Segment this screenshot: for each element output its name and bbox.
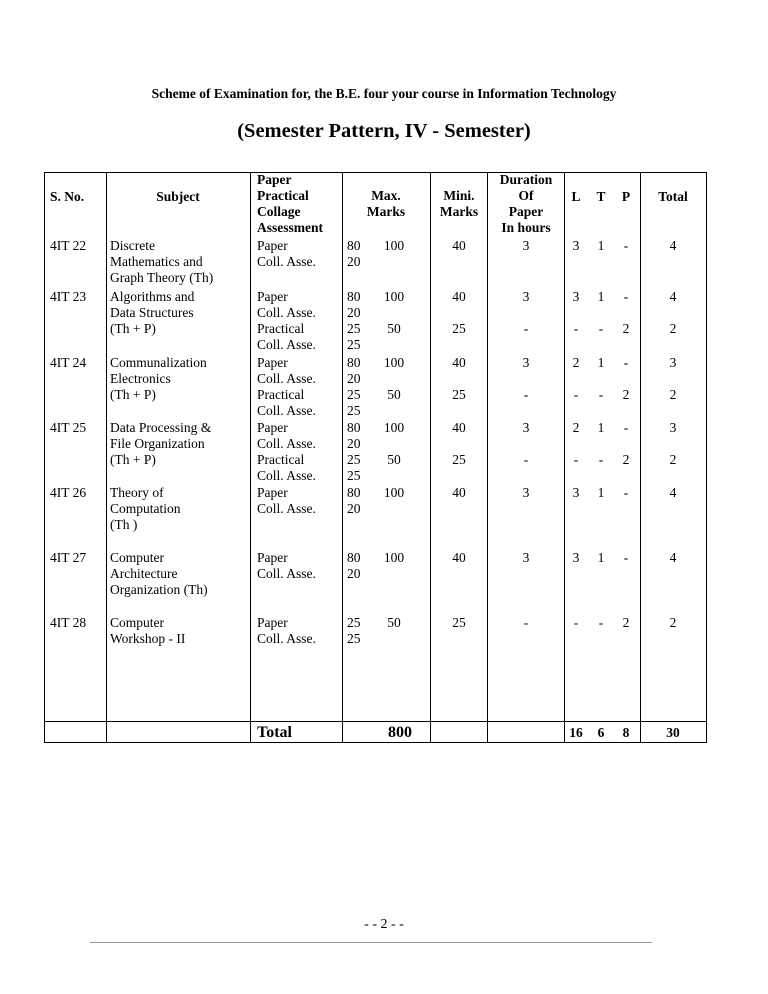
row-paper: Paper Coll. Asse. Practical Coll. Asse. <box>257 289 316 352</box>
row-p: 2 <box>622 321 630 336</box>
row-sno: 4IT 23 <box>50 289 87 304</box>
table-col-rule <box>342 172 343 743</box>
row-total: 2 <box>669 321 677 336</box>
row-p: 2 <box>622 615 630 630</box>
row-subject: Computer Workshop - II <box>110 615 186 646</box>
row-total: 2 <box>669 615 677 630</box>
table-col-rule <box>564 172 565 743</box>
header-total: Total <box>658 189 688 204</box>
row-p: - <box>623 355 629 370</box>
row-p: - <box>623 420 629 435</box>
row-total: 4 <box>669 550 677 565</box>
row-max-marks: 100 <box>383 289 405 304</box>
row-l: - <box>573 387 579 402</box>
row-p: - <box>623 238 629 253</box>
row-l: - <box>573 321 579 336</box>
row-t: 1 <box>597 485 605 500</box>
table-col-rule <box>106 172 107 743</box>
header-t: T <box>596 189 606 204</box>
row-sno: 4IT 25 <box>50 420 87 435</box>
row-max-marks: 100 <box>383 420 405 435</box>
row-mini-marks: 40 <box>452 485 466 500</box>
table-col-rule <box>430 172 431 743</box>
row-sno: 4IT 24 <box>50 355 87 370</box>
row-duration: 3 <box>522 550 530 565</box>
row-subject: Data Processing & File Organization (Th + P) <box>110 420 212 467</box>
row-max-marks: 100 <box>383 485 405 500</box>
total-t: 6 <box>597 725 605 740</box>
header-sno: S. No. <box>50 189 85 204</box>
table-col-rule <box>487 172 488 743</box>
header-duration: Duration Of Paper In hours <box>499 172 553 235</box>
row-max-marks: 50 <box>387 615 401 630</box>
row-t: 1 <box>597 355 605 370</box>
row-total: 4 <box>669 485 677 500</box>
row-paper: Paper Coll. Asse. Practical Coll. Asse. <box>257 420 316 483</box>
row-t: - <box>598 615 604 630</box>
row-duration: - <box>523 387 529 402</box>
row-subject: Algorithms and Data Structures (Th + P) <box>110 289 195 336</box>
row-p: 2 <box>622 452 630 467</box>
row-l: 3 <box>572 238 580 253</box>
row-paper: Paper Coll. Asse. Practical Coll. Asse. <box>257 355 316 418</box>
row-mini-marks: 40 <box>452 355 466 370</box>
row-l: 3 <box>572 289 580 304</box>
row-marks-split: 80 20 25 25 <box>347 289 361 352</box>
row-mini-marks: 25 <box>452 387 466 402</box>
row-total: 2 <box>669 387 677 402</box>
row-marks-split: 80 20 25 25 <box>347 355 361 418</box>
header-paper: Paper Practical Collage Assessment <box>257 172 323 235</box>
row-mini-marks: 25 <box>452 615 466 630</box>
row-subject: Theory of Computation (Th ) <box>110 485 181 532</box>
row-paper: Paper Coll. Asse. <box>257 550 316 581</box>
row-total: 3 <box>669 355 677 370</box>
row-marks-split: 80 20 <box>347 238 361 269</box>
row-subject: Communalization Electronics (Th + P) <box>110 355 207 402</box>
page-number: - - 2 - - <box>364 917 404 932</box>
row-paper: Paper Coll. Asse. <box>257 238 316 269</box>
row-t: - <box>598 321 604 336</box>
total-max-marks: 800 <box>388 724 412 741</box>
row-paper: Paper Coll. Asse. <box>257 485 316 516</box>
total-l: 16 <box>569 725 583 740</box>
row-max-marks: 100 <box>383 355 405 370</box>
row-p: - <box>623 485 629 500</box>
row-mini-marks: 40 <box>452 420 466 435</box>
row-p: - <box>623 289 629 304</box>
row-marks-split: 25 25 <box>347 615 361 646</box>
row-mini-marks: 25 <box>452 321 466 336</box>
row-paper: Paper Coll. Asse. <box>257 615 316 646</box>
row-t: - <box>598 387 604 402</box>
row-sno: 4IT 26 <box>50 485 87 500</box>
exam-scheme-table <box>44 172 707 743</box>
row-total: 2 <box>669 452 677 467</box>
row-l: - <box>573 615 579 630</box>
row-t: 1 <box>597 238 605 253</box>
row-total: 3 <box>669 420 677 435</box>
row-duration: - <box>523 615 529 630</box>
table-col-rule <box>640 172 641 743</box>
row-duration: - <box>523 452 529 467</box>
header-p: P <box>621 189 631 204</box>
row-sno: 4IT 22 <box>50 238 87 253</box>
header-max-marks: Max. Marks <box>366 188 406 219</box>
row-mini-marks: 40 <box>452 238 466 253</box>
total-p: 8 <box>622 725 630 740</box>
total-label: Total <box>257 724 292 741</box>
row-duration: 3 <box>522 289 530 304</box>
row-total: 4 <box>669 238 677 253</box>
row-p: - <box>623 550 629 565</box>
row-max-marks: 50 <box>387 387 401 402</box>
row-duration: - <box>523 321 529 336</box>
row-marks-split: 80 20 <box>347 550 361 581</box>
row-marks-split: 80 20 25 25 <box>347 420 361 483</box>
table-col-rule <box>250 172 251 743</box>
row-l: 3 <box>572 485 580 500</box>
row-l: - <box>573 452 579 467</box>
row-l: 3 <box>572 550 580 565</box>
row-t: 1 <box>597 289 605 304</box>
row-mini-marks: 25 <box>452 452 466 467</box>
row-subject: Computer Architecture Organization (Th) <box>110 550 208 597</box>
row-max-marks: 100 <box>383 238 405 253</box>
row-duration: 3 <box>522 420 530 435</box>
total-total: 30 <box>666 725 680 740</box>
row-duration: 3 <box>522 355 530 370</box>
header-subject: Subject <box>156 189 200 204</box>
footer-rule <box>90 942 652 943</box>
table-border-left <box>44 172 45 743</box>
row-total: 4 <box>669 289 677 304</box>
row-duration: 3 <box>522 238 530 253</box>
row-l: 2 <box>572 420 580 435</box>
row-l: 2 <box>572 355 580 370</box>
row-t: 1 <box>597 550 605 565</box>
heading-line2: (Semester Pattern, IV - Semester) <box>237 120 531 142</box>
table-border-top <box>44 172 707 173</box>
heading-line1: Scheme of Examination for, the B.E. four your course in Information Technology <box>151 86 617 101</box>
row-max-marks: 100 <box>383 550 405 565</box>
row-mini-marks: 40 <box>452 289 466 304</box>
header-mini-marks: Mini. Marks <box>439 188 479 219</box>
row-duration: 3 <box>522 485 530 500</box>
row-t: 1 <box>597 420 605 435</box>
row-max-marks: 50 <box>387 452 401 467</box>
row-t: - <box>598 452 604 467</box>
row-marks-split: 80 20 <box>347 485 361 516</box>
table-border-right <box>706 172 707 743</box>
row-p: 2 <box>622 387 630 402</box>
row-sno: 4IT 28 <box>50 615 87 630</box>
header-l: L <box>571 189 581 204</box>
row-sno: 4IT 27 <box>50 550 87 565</box>
row-mini-marks: 40 <box>452 550 466 565</box>
row-max-marks: 50 <box>387 321 401 336</box>
row-subject: Discrete Mathematics and Graph Theory (Th) <box>110 238 214 285</box>
table-total-rule <box>44 721 707 722</box>
